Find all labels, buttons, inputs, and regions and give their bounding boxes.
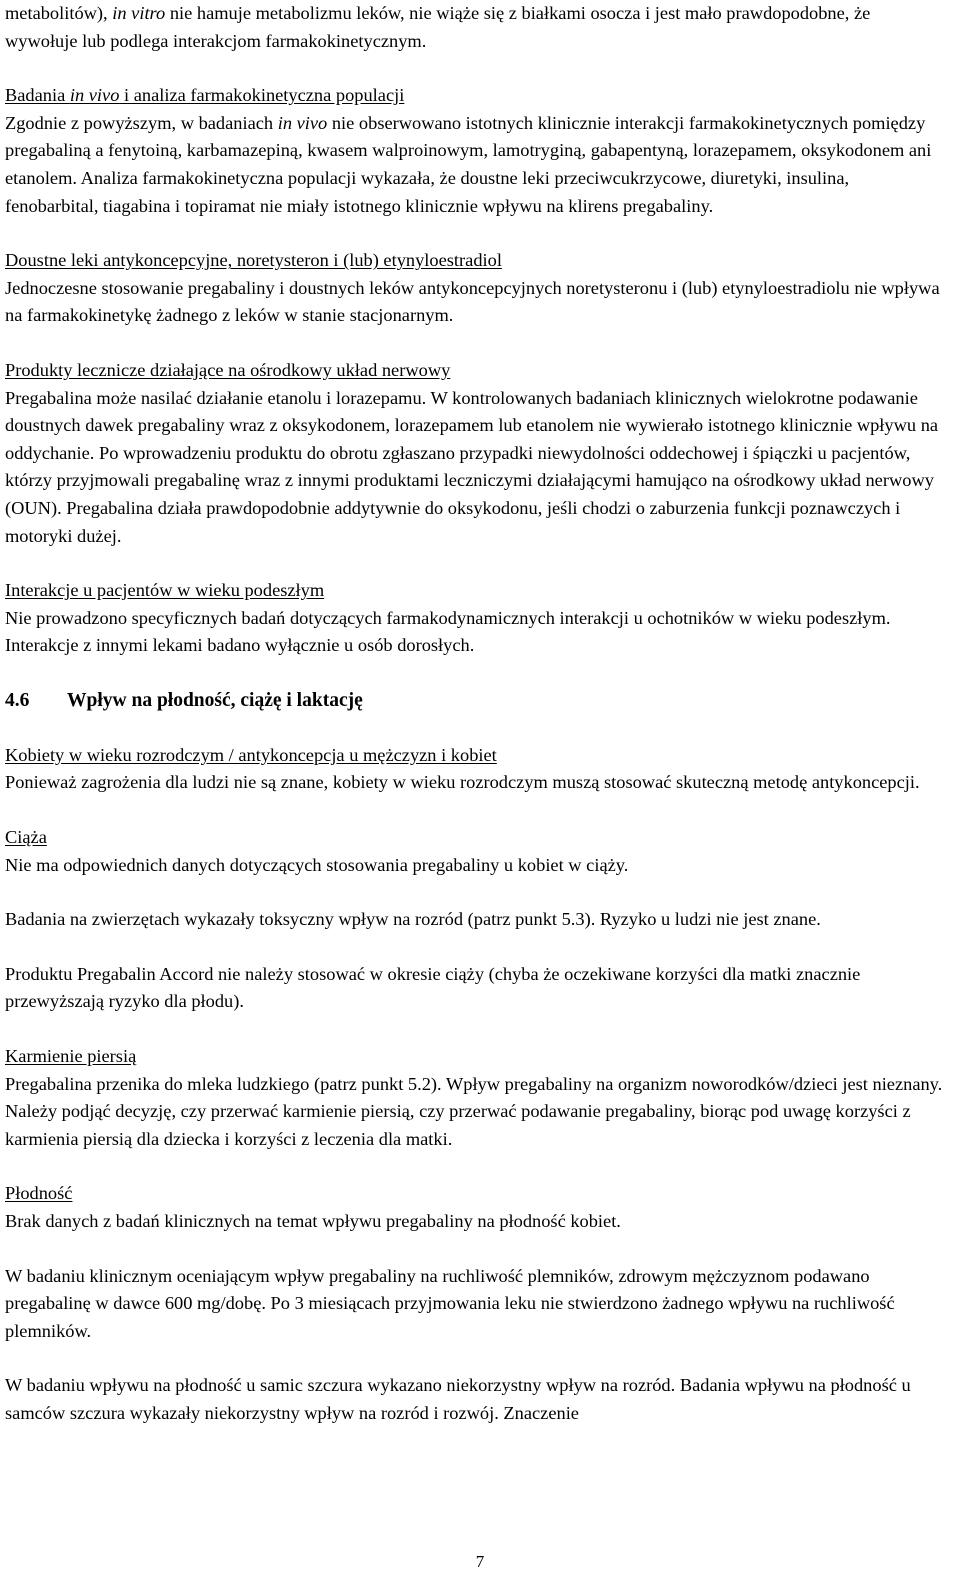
intro-text-1: metabolitów), bbox=[5, 3, 113, 23]
fertility-paragraph-2: W badaniu klinicznym oceniającym wpływ pregabaliny na ruchliwość plemników, zdrowym mężczyznom podawano pregabalinę w dawce 600 mg/dobę. Po 3 miesiącach przyjmowania leku nie stwierdzono żadnego wpływu na ruchliwość plemników. bbox=[5, 1265, 895, 1341]
invivo-italic: in vivo bbox=[277, 112, 328, 133]
invivo-heading bbox=[5, 82, 947, 110]
invivo-text-1: Zgodnie z powyższym, w badaniach bbox=[5, 112, 278, 133]
invivo-heading-b: i analiza farmakokinetyczna populacji bbox=[119, 85, 405, 106]
invivo-paragraph bbox=[5, 110, 947, 220]
women-paragraph: Ponieważ zagrożenia dla ludzi nie są znane, kobiety w wieku rozrodczym muszą stosować skuteczną metodę antykoncepcji. bbox=[5, 772, 920, 793]
invivo-text-2: nie obserwowano istotnych klinicznie interakcji farmakokinetycznych pomiędzy pregabaliną a fenytoiną, karbamazepiną, kwasem walproinowym, lamotryginą, gabapentyną, lorazepamem, oksykodonem ani etanolem. Analiza farmakokinetyczna populacji wykazała, że doustne leki przeciwcukrzycowe, diuretyki, insulina, fenobarbital, tiagabina i topiramat nie miały istotnego klinicznie wpływu na klirens pregabaliny. bbox=[5, 112, 932, 216]
contraceptives-paragraph: Jednoczesne stosowanie pregabaliny i doustnych leków antykoncepcyjnych noretysteronu i (lub) etynyloestradiolu nie wpływa na farmakokinetykę żadnego z leków w stanie stacjonarnym. bbox=[5, 277, 940, 326]
intro-text-2: nie hamuje metabolizmu leków, nie wiąże się z białkami osocza i jest mało prawdopodobne, że wywołuje lub podlega interakcjom farmakokinetycznym. bbox=[5, 3, 871, 51]
invivo-heading-a: Badania bbox=[5, 85, 70, 106]
intro-italic: in vitro bbox=[112, 3, 166, 23]
section-title: Wpływ na płodność, ciążę i laktację bbox=[67, 689, 363, 711]
fertility-paragraph-1: Brak danych z badań klinicznych na temat wpływu pregabaliny na płodność kobiet. bbox=[5, 1211, 621, 1231]
breastfeeding-heading: Karmienie piersią bbox=[5, 1046, 137, 1067]
elderly-paragraph: Nie prowadzono specyficznych badań dotyczących farmakodynamicznych interakcji u ochotników w wieku podeszłym. Interakcje z innymi lekami badano wyłącznie u osób dorosłych. bbox=[5, 607, 891, 656]
intro-paragraph bbox=[5, 0, 947, 55]
cns-paragraph: Pregabalina może nasilać działanie etanolu i lorazepamu. W kontrolowanych badaniach klinicznych wielokrotne podawanie doustnych dawek pregabaliny wraz z oksykodonem, lorazepamem lub etanolem nie wywierało istotnego klinicznie wpływu na oddychanie. Po wprowadzeniu produktu do obrotu zgłaszano przypadki niewydolności oddechowej i śpiączki u pacjentów, którzy przyjmowali pregabalinę wraz z innymi produktami leczniczymi działającymi hamująco na ośrodkowy układ nerwowy (OUN). Pregabalina działa prawdopodobnie addytywnie do oksykodonu, jeśli chodzi o zaburzenia funkcji poznawczych i motoryki dużej. bbox=[5, 387, 939, 546]
pregnancy-heading: Ciąża bbox=[5, 827, 47, 848]
pregnancy-paragraph-2: Badania na zwierzętach wykazały toksyczny wpływ na rozród (patrz punkt 5.3). Ryzyko u ludzi nie jest znane. bbox=[5, 909, 821, 930]
page-number: 7 bbox=[475, 1552, 485, 1571]
contraceptives-heading: Doustne leki antykoncepcyjne, noretysteron i (lub) etynyloestradiol bbox=[5, 250, 502, 271]
fertility-paragraph-3: W badaniu wpływu na płodność u samic szczura wykazano niekorzystny wpływ na rozród. Badania wpływu na płodność u samców szczura wykazały niekorzystny wpływ na rozród i rozwój. Znaczenie bbox=[5, 1375, 911, 1423]
cns-heading: Produkty lecznicze działające na ośrodkowy układ nerwowy bbox=[5, 359, 451, 380]
fertility-heading: Płodność bbox=[5, 1183, 73, 1204]
pregnancy-paragraph-3: Produktu Pregabalin Accord nie należy stosować w okresie ciąży (chyba że oczekiwane korzyści dla matki znacznie przewyższają ryzyko dla płodu). bbox=[5, 963, 861, 1012]
invivo-heading-italic: in vivo bbox=[69, 85, 120, 106]
women-heading: Kobiety w wieku rozrodczym / antykoncepcja u mężczyzn i kobiet bbox=[5, 744, 497, 765]
section-heading-4-6 bbox=[5, 687, 947, 715]
document-page bbox=[5, 0, 947, 1428]
section-number: 4.6 bbox=[5, 689, 30, 711]
pregnancy-paragraph-1: Nie ma odpowiednich danych dotyczących stosowania pregabaliny u kobiet w ciąży. bbox=[5, 854, 629, 875]
breastfeeding-paragraph: Pregabalina przenika do mleka ludzkiego (patrz punkt 5.2). Wpływ pregabaliny na organizm noworodków/dzieci jest nieznany. Należy podjąć decyzję, czy przerwać karmienie piersią, czy przerwać podawanie pregabaliny, biorąc pod uwagę korzyści z karmienia piersią dla dziecka i korzyści z leczenia dla matki. bbox=[5, 1073, 943, 1149]
elderly-heading: Interakcje u pacjentów w wieku podeszłym bbox=[5, 580, 325, 601]
